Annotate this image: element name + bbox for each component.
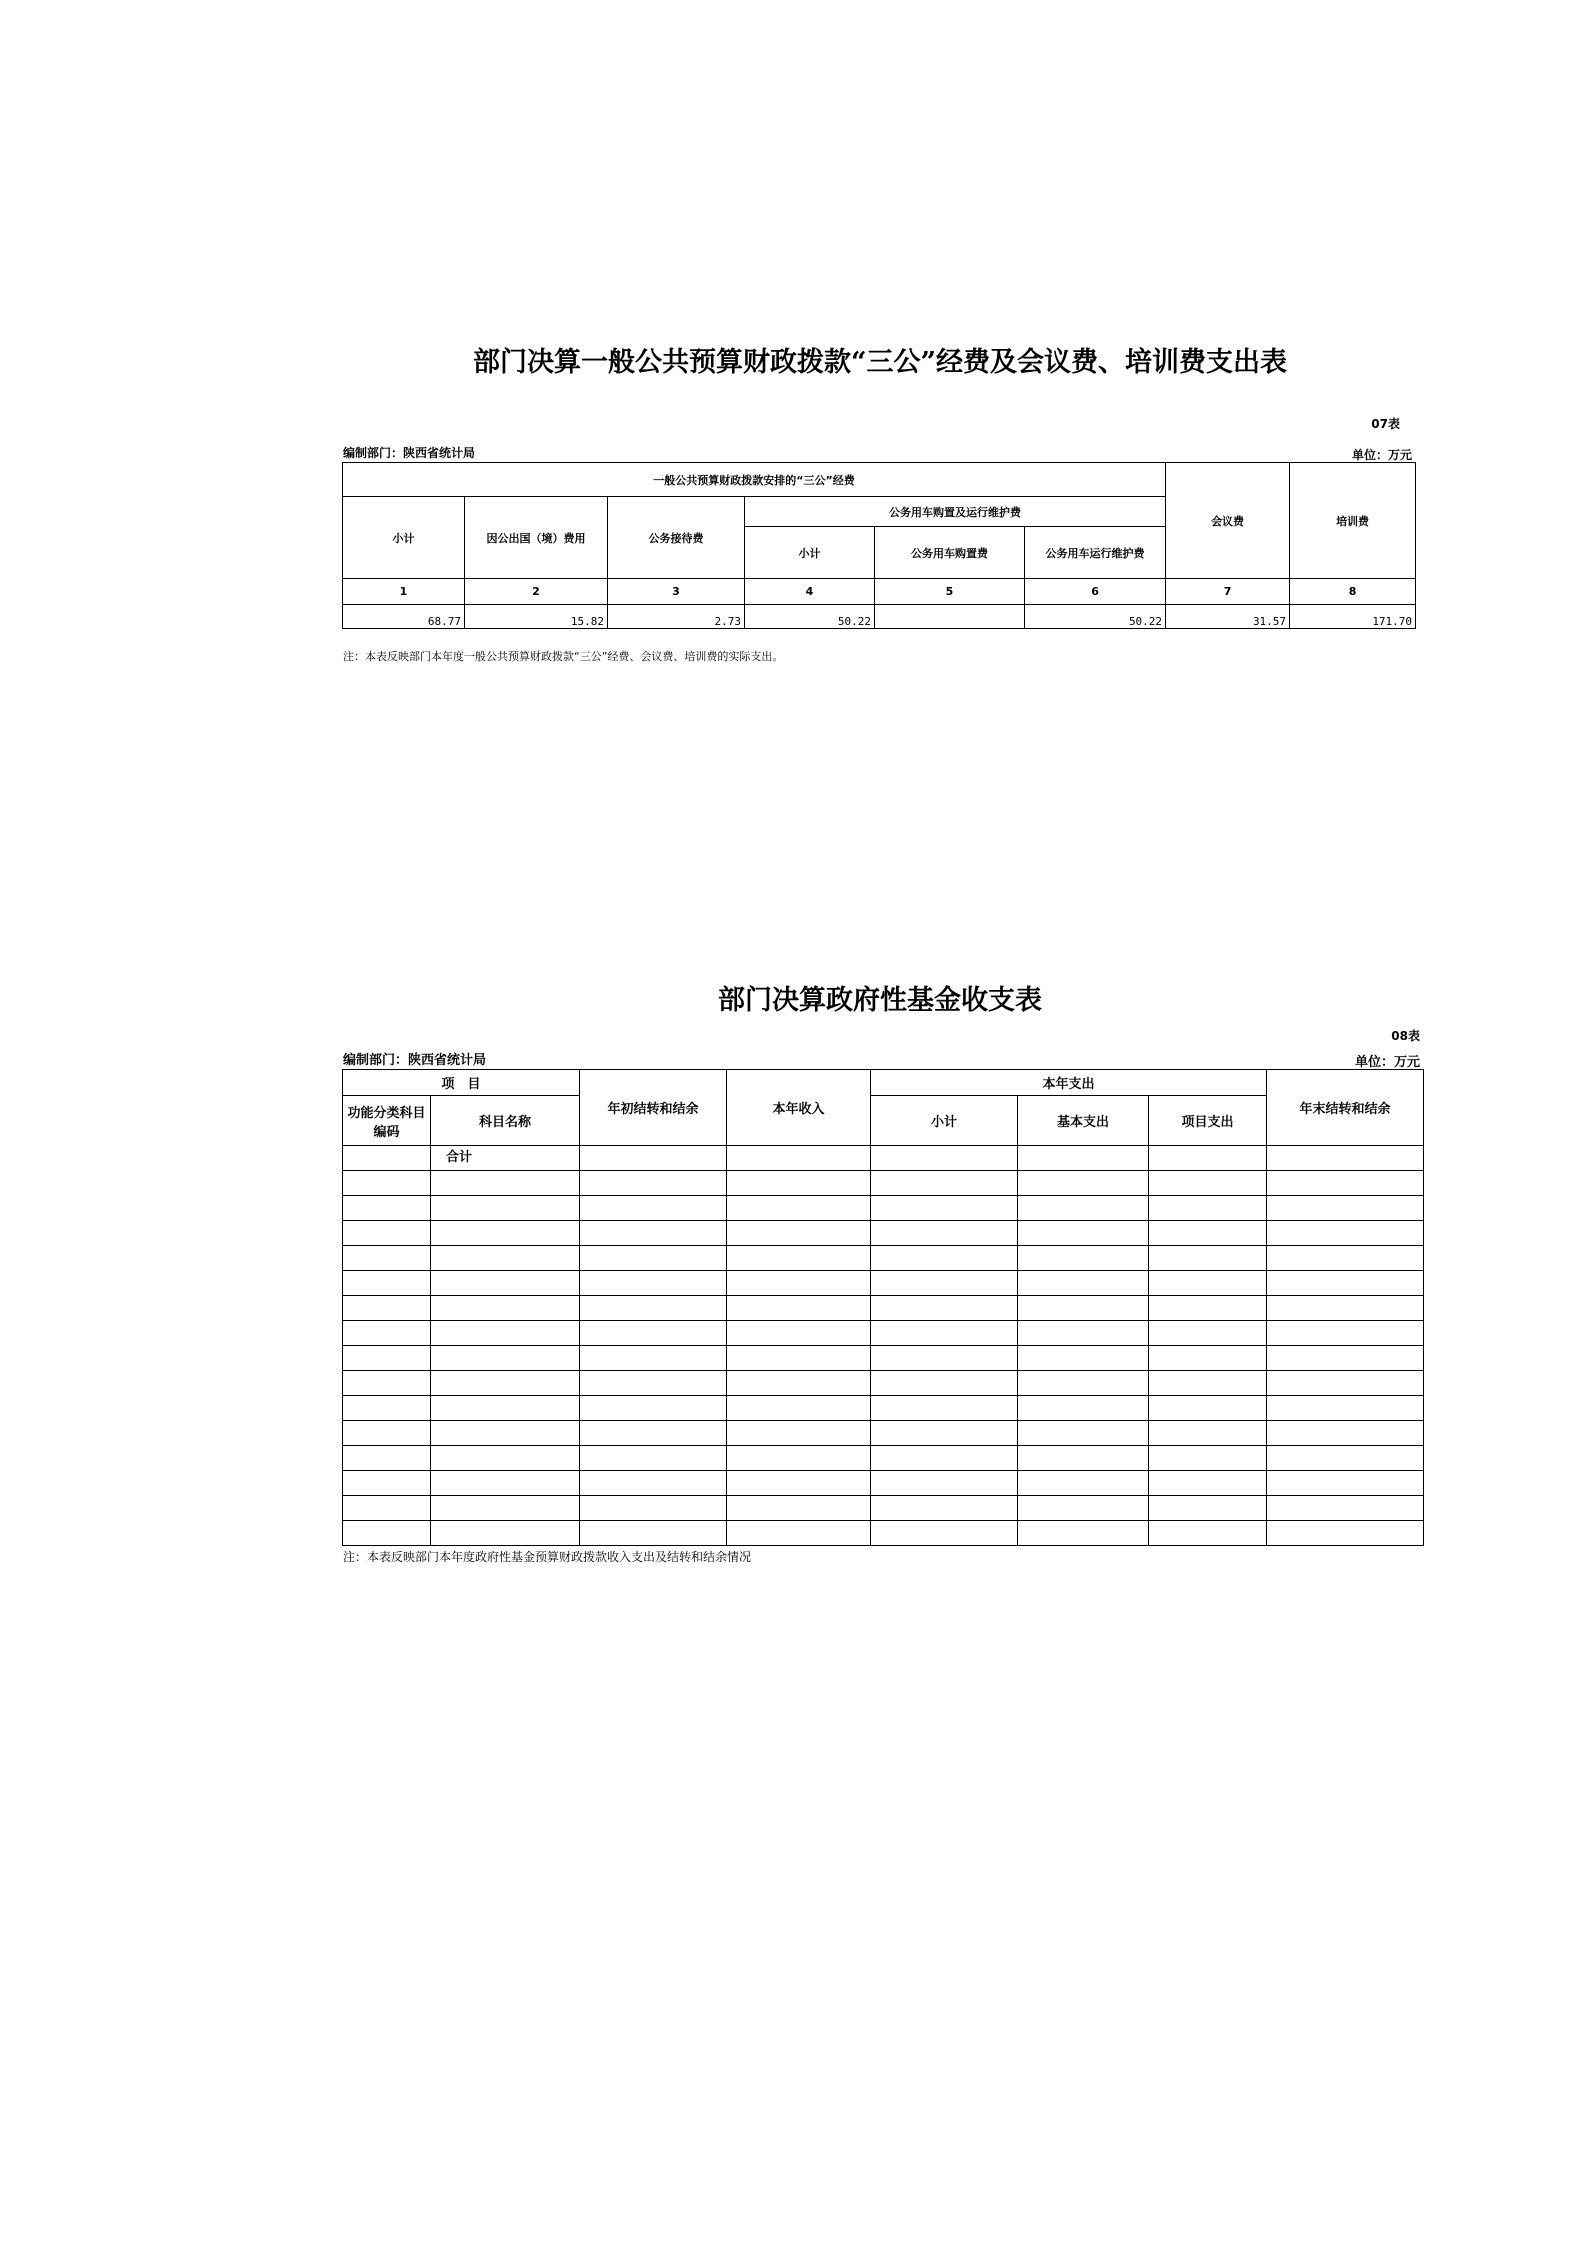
table08-empty-cell (1018, 1471, 1149, 1496)
table-row (343, 1196, 1424, 1221)
table08-header-exp-project: 项目支出 (1149, 1096, 1267, 1146)
table08-empty-cell (431, 1371, 580, 1396)
table08-empty-cell (431, 1271, 580, 1296)
table07-column-number: 3 (608, 579, 745, 605)
table08-empty-cell (580, 1321, 727, 1346)
table07-column-number: 2 (465, 579, 608, 605)
table08-empty-cell (343, 1221, 431, 1246)
table08-empty-cell (1267, 1221, 1424, 1246)
table08-empty-cell (343, 1471, 431, 1496)
table08-empty-cell (1018, 1196, 1149, 1221)
table08-empty-cell (1267, 1271, 1424, 1296)
table-row (343, 1246, 1424, 1271)
table07-unit-label: 单位：万元 (1351, 448, 1412, 462)
table08-total-cell (1267, 1146, 1424, 1171)
table08-empty-cell (343, 1421, 431, 1446)
table-row (343, 1471, 1424, 1496)
table08-empty-cell (431, 1171, 580, 1196)
table08-empty-cell (871, 1446, 1018, 1471)
table07-value: 50.22 (1025, 605, 1166, 629)
table-row (343, 1446, 1424, 1471)
table08-empty-cell (1267, 1446, 1424, 1471)
table08-unit-label: 单位：万元 (1354, 1055, 1420, 1070)
table08-empty-cell (431, 1471, 580, 1496)
table08-empty-cell (343, 1371, 431, 1396)
table08-empty-cell (1149, 1271, 1267, 1296)
table08-empty-cell (1267, 1521, 1424, 1546)
table08-empty-cell (1149, 1196, 1267, 1221)
table-row (343, 1421, 1424, 1446)
table-row (343, 1371, 1424, 1396)
table07-column-number: 1 (343, 579, 465, 605)
table08-empty-cell (343, 1271, 431, 1296)
table08-empty-cell (727, 1321, 871, 1346)
table08-empty-cell (727, 1471, 871, 1496)
table08-empty-cell (343, 1346, 431, 1371)
table08-empty-cell (1149, 1471, 1267, 1496)
table08-empty-cell (1018, 1446, 1149, 1471)
table08-empty-cell (727, 1346, 871, 1371)
table08-empty-cell (727, 1296, 871, 1321)
table07-header-vehicle-purchase: 公务用车购置费 (875, 527, 1025, 579)
table08-empty-cell (580, 1496, 727, 1521)
table07-column-number: 5 (875, 579, 1025, 605)
table07-header-abroad: 因公出国（境）费用 (465, 497, 608, 579)
table08-empty-cell (580, 1396, 727, 1421)
table08-note: 注：本表反映部门本年度政府性基金预算财政拨款收入支出及结转和结余情况 (343, 1550, 752, 1564)
table07-header-training: 培训费 (1290, 463, 1416, 579)
table08-empty-cell (727, 1371, 871, 1396)
table08-empty-cell (343, 1296, 431, 1321)
table08-empty-cell (1149, 1446, 1267, 1471)
table08-total-cell (1018, 1146, 1149, 1171)
table07-value: 50.22 (745, 605, 875, 629)
table07-value: 171.70 (1290, 605, 1416, 629)
table08-empty-cell (1267, 1471, 1424, 1496)
table08-empty-cell (1267, 1321, 1424, 1346)
table08-title: 部门决算政府性基金收支表 (718, 985, 1042, 1016)
table08-empty-cell (343, 1171, 431, 1196)
table08-empty-cell (431, 1246, 580, 1271)
table08-empty-cell (1149, 1371, 1267, 1396)
table08-empty-cell (580, 1421, 727, 1446)
table08-empty-cell (1267, 1396, 1424, 1421)
table08-empty-cell (343, 1321, 431, 1346)
table08-empty-cell (871, 1296, 1018, 1321)
table07-group-header: 一般公共预算财政拨款安排的“三公”经费 (343, 463, 1166, 497)
table08-empty-cell (1267, 1346, 1424, 1371)
table08-empty-cell (871, 1496, 1018, 1521)
table07-header-vehicle-subtotal: 小计 (745, 527, 875, 579)
table08-header-exp-basic: 基本支出 (1018, 1096, 1149, 1146)
table08-header-opening-balance: 年初结转和结余 (580, 1070, 727, 1146)
table07-header-subtotal: 小计 (343, 497, 465, 579)
table08-dept-label: 编制部门：陕西省统计局 (343, 1053, 487, 1068)
table07-vehicle-group-header: 公务用车购置及运行维护费 (745, 497, 1166, 527)
table08-total-label: 合计 (431, 1146, 580, 1171)
table-row (343, 1221, 1424, 1246)
table08-empty-cell (580, 1271, 727, 1296)
table08-empty-cell (580, 1521, 727, 1546)
table07-value: 2.73 (608, 605, 745, 629)
table08-empty-cell (871, 1521, 1018, 1546)
table07-dept-label: 编制部门：陕西省统计局 (343, 446, 476, 460)
table08-empty-cell (727, 1221, 871, 1246)
table08-empty-cell (1149, 1521, 1267, 1546)
table07-header-meeting: 会议费 (1166, 463, 1290, 579)
table08-empty-cell (871, 1471, 1018, 1496)
table08 (342, 1069, 1424, 1546)
table08-empty-cell (1018, 1496, 1149, 1521)
table07-code: 07表 (1371, 417, 1400, 431)
table08-empty-cell (1018, 1371, 1149, 1396)
table07-column-number: 4 (745, 579, 875, 605)
table08-empty-cell (871, 1321, 1018, 1346)
table08-empty-cell (1149, 1321, 1267, 1346)
table07-value (875, 605, 1025, 629)
table-row (343, 1521, 1424, 1546)
table08-empty-cell (431, 1196, 580, 1221)
table08-empty-cell (1018, 1521, 1149, 1546)
table08-empty-cell (1018, 1421, 1149, 1446)
table08-total-cell (1149, 1146, 1267, 1171)
table08-empty-cell (727, 1246, 871, 1271)
table08-empty-cell (1149, 1246, 1267, 1271)
table07-value: 15.82 (465, 605, 608, 629)
table08-empty-cell (871, 1221, 1018, 1246)
table08-header-subject-name: 科目名称 (431, 1096, 580, 1146)
table08-empty-cell (1267, 1371, 1424, 1396)
table07-column-number: 8 (1290, 579, 1416, 605)
table08-empty-cell (1149, 1396, 1267, 1421)
table-row (343, 1396, 1424, 1421)
table08-empty-cell (580, 1346, 727, 1371)
table08-empty-cell (431, 1221, 580, 1246)
table-row (343, 1171, 1424, 1196)
table08-empty-cell (1018, 1396, 1149, 1421)
table08-empty-cell (1018, 1321, 1149, 1346)
table08-empty-cell (431, 1521, 580, 1546)
table08-empty-cell (871, 1421, 1018, 1446)
table08-empty-cell (1267, 1196, 1424, 1221)
table08-total-cell (871, 1146, 1018, 1171)
table08-empty-cell (727, 1521, 871, 1546)
table08-empty-cell (580, 1221, 727, 1246)
table07-header-vehicle-operation: 公务用车运行维护费 (1025, 527, 1166, 579)
table08-empty-cell (431, 1396, 580, 1421)
table08-empty-cell (1149, 1221, 1267, 1246)
table08-empty-cell (343, 1496, 431, 1521)
table08-empty-cell (1018, 1246, 1149, 1271)
table08-empty-cell (871, 1396, 1018, 1421)
table08-empty-cell (727, 1496, 871, 1521)
table08-empty-cell (871, 1371, 1018, 1396)
table08-empty-cell (727, 1196, 871, 1221)
table08-empty-cell (1018, 1296, 1149, 1321)
table08-empty-cell (343, 1521, 431, 1546)
table07 (342, 462, 1416, 629)
table08-empty-cell (1267, 1246, 1424, 1271)
table08-empty-cell (1018, 1221, 1149, 1246)
table08-empty-cell (1149, 1171, 1267, 1196)
table08-empty-cell (343, 1246, 431, 1271)
table08-empty-cell (727, 1396, 871, 1421)
table08-empty-cell (727, 1171, 871, 1196)
table07-note: 注：本表反映部门本年度一般公共预算财政拨款“三公”经费、会议费、培训费的实际支出。 (343, 650, 784, 663)
table08-empty-cell (580, 1246, 727, 1271)
table08-empty-cell (1149, 1296, 1267, 1321)
table08-empty-cell (580, 1371, 727, 1396)
table08-header-closing-balance: 年末结转和结余 (1267, 1070, 1424, 1146)
table-row (343, 1296, 1424, 1321)
table07-title: 部门决算一般公共预算财政拨款“三公”经费及会议费、培训费支出表 (472, 347, 1288, 378)
table08-code: 08表 (1391, 1029, 1420, 1043)
table08-empty-cell (1149, 1421, 1267, 1446)
table08-empty-cell (431, 1496, 580, 1521)
table08-empty-cell (580, 1471, 727, 1496)
table08-empty-cell (871, 1271, 1018, 1296)
table08-empty-cell (727, 1421, 871, 1446)
table08-header-income: 本年收入 (727, 1070, 871, 1146)
table08-empty-cell (343, 1396, 431, 1421)
table-row (343, 1271, 1424, 1296)
table08-empty-cell (1149, 1496, 1267, 1521)
table08-empty-cell (727, 1446, 871, 1471)
table08-empty-cell (343, 1196, 431, 1221)
table07-column-number: 7 (1166, 579, 1290, 605)
table08-empty-cell (580, 1296, 727, 1321)
table07-value: 31.57 (1166, 605, 1290, 629)
table08-empty-cell (727, 1271, 871, 1296)
table07-value: 68.77 (343, 605, 465, 629)
table08-empty-cell (1018, 1171, 1149, 1196)
table08-header-item: 项 目 (343, 1070, 580, 1096)
table08-empty-cell (1267, 1421, 1424, 1446)
table08-empty-cell (431, 1346, 580, 1371)
table08-empty-cell (1267, 1496, 1424, 1521)
table08-empty-cell (1149, 1346, 1267, 1371)
table08-total-cell (580, 1146, 727, 1171)
table-row (343, 1346, 1424, 1371)
table08-empty-cell (871, 1171, 1018, 1196)
table08-empty-cell (431, 1321, 580, 1346)
table08-empty-cell (580, 1171, 727, 1196)
table07-header-reception: 公务接待费 (608, 497, 745, 579)
table08-empty-cell (1018, 1271, 1149, 1296)
table08-empty-cell (431, 1421, 580, 1446)
table08-empty-cell (580, 1446, 727, 1471)
table08-header-func-code: 功能分类科目编码 (343, 1096, 431, 1146)
table-row (343, 1496, 1424, 1521)
table08-empty-cell (1267, 1171, 1424, 1196)
table08-total-code-cell (343, 1146, 431, 1171)
table08-empty-cell (343, 1446, 431, 1471)
table08-header-expenditure: 本年支出 (871, 1070, 1267, 1096)
table-row (343, 1321, 1424, 1346)
table08-empty-cell (871, 1246, 1018, 1271)
table08-empty-cell (1018, 1346, 1149, 1371)
table08-empty-cell (871, 1346, 1018, 1371)
table08-empty-cell (871, 1196, 1018, 1221)
table08-empty-cell (431, 1296, 580, 1321)
table07-column-number: 6 (1025, 579, 1166, 605)
table08-empty-cell (431, 1446, 580, 1471)
table08-empty-cell (1267, 1296, 1424, 1321)
table08-empty-cell (580, 1196, 727, 1221)
table08-total-cell (727, 1146, 871, 1171)
table08-header-exp-subtotal: 小计 (871, 1096, 1018, 1146)
